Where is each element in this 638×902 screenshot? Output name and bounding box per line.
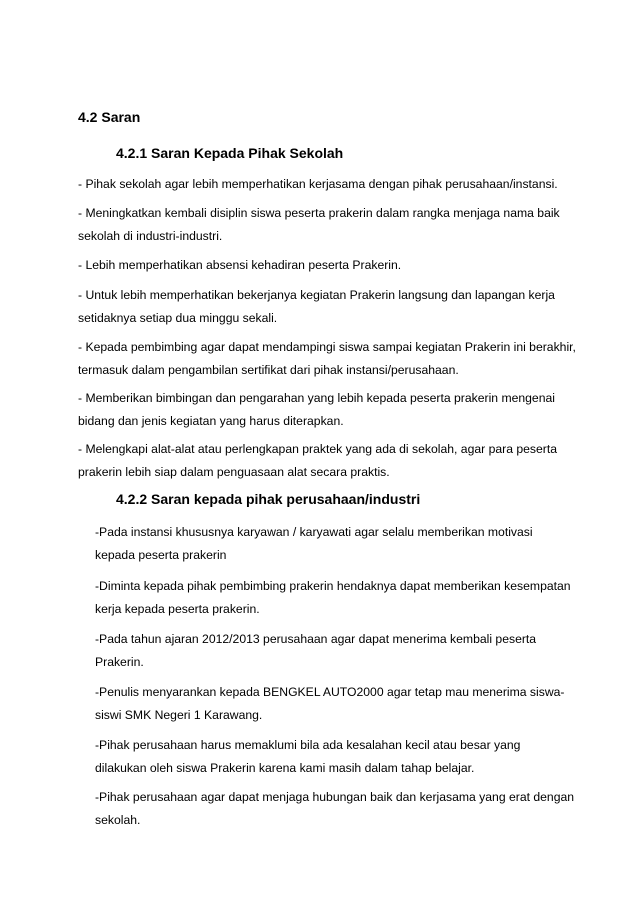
list-item: -Pihak perusahaan harus memaklumi bila ada kesalahan kecil atau besar yang dilakukan oleh siswa Prakerin karena kami masih dalam tahap belajar.: [95, 738, 521, 775]
subsection-title-school: 4.2.1 Saran Kepada Pihak Sekolah: [116, 145, 344, 161]
section-title: 4.2 Saran: [78, 109, 141, 125]
list-item: - Meningkatkan kembali disiplin siswa peserta prakerin dalam rangka menjaga nama baik sekolah di industri-industri.: [78, 206, 560, 243]
list-item: -Diminta kepada pihak pembimbing prakerin hendaknya dapat memberikan kesempatan kerja kepada peserta prakerin.: [95, 579, 571, 616]
subsection-title-company: 4.2.2 Saran kepada pihak perusahaan/industri: [116, 491, 421, 507]
list-item: -Pada instansi khususnya karyawan / karyawati agar selalu memberikan motivasi kepada peserta prakerin: [95, 525, 533, 562]
list-item: - Melengkapi alat-alat atau perlengkapan praktek yang ada di sekolah, agar para peserta prakerin lebih siap dalam penguasaan alat secara praktis.: [78, 442, 558, 479]
list-item: - Memberikan bimbingan dan pengarahan yang lebih kepada peserta prakerin mengenai bidang dan jenis kegiatan yang harus diterapkan.: [78, 391, 555, 428]
list-item: -Pada tahun ajaran 2012/2013 perusahaan agar dapat menerima kembali peserta Prakerin.: [95, 632, 537, 669]
list-item: -Penulis menyarankan kepada BENGKEL AUTO2000 agar tetap mau menerima siswa-siswi SMK Negeri 1 Karawang.: [95, 685, 565, 722]
list-item: - Pihak sekolah agar lebih memperhatikan kerjasama dengan pihak perusahaan/instansi.: [78, 177, 558, 191]
list-item: - Lebih memperhatikan absensi kehadiran peserta Prakerin.: [78, 258, 402, 272]
list-item: -Pihak perusahaan agar dapat menjaga hubungan baik dan kerjasama yang erat dengan sekolah.: [95, 790, 575, 827]
list-item: - Untuk lebih memperhatikan bekerjanya kegiatan Prakerin langsung dan lapangan kerja setidaknya setiap dua minggu sekali.: [78, 288, 555, 325]
list-item: - Kepada pembimbing agar dapat mendampingi siswa sampai kegiatan Prakerin ini berakhir, termasuk dalam pengambilan sertifikat dari pihak instansi/perusahaan.: [78, 340, 576, 377]
